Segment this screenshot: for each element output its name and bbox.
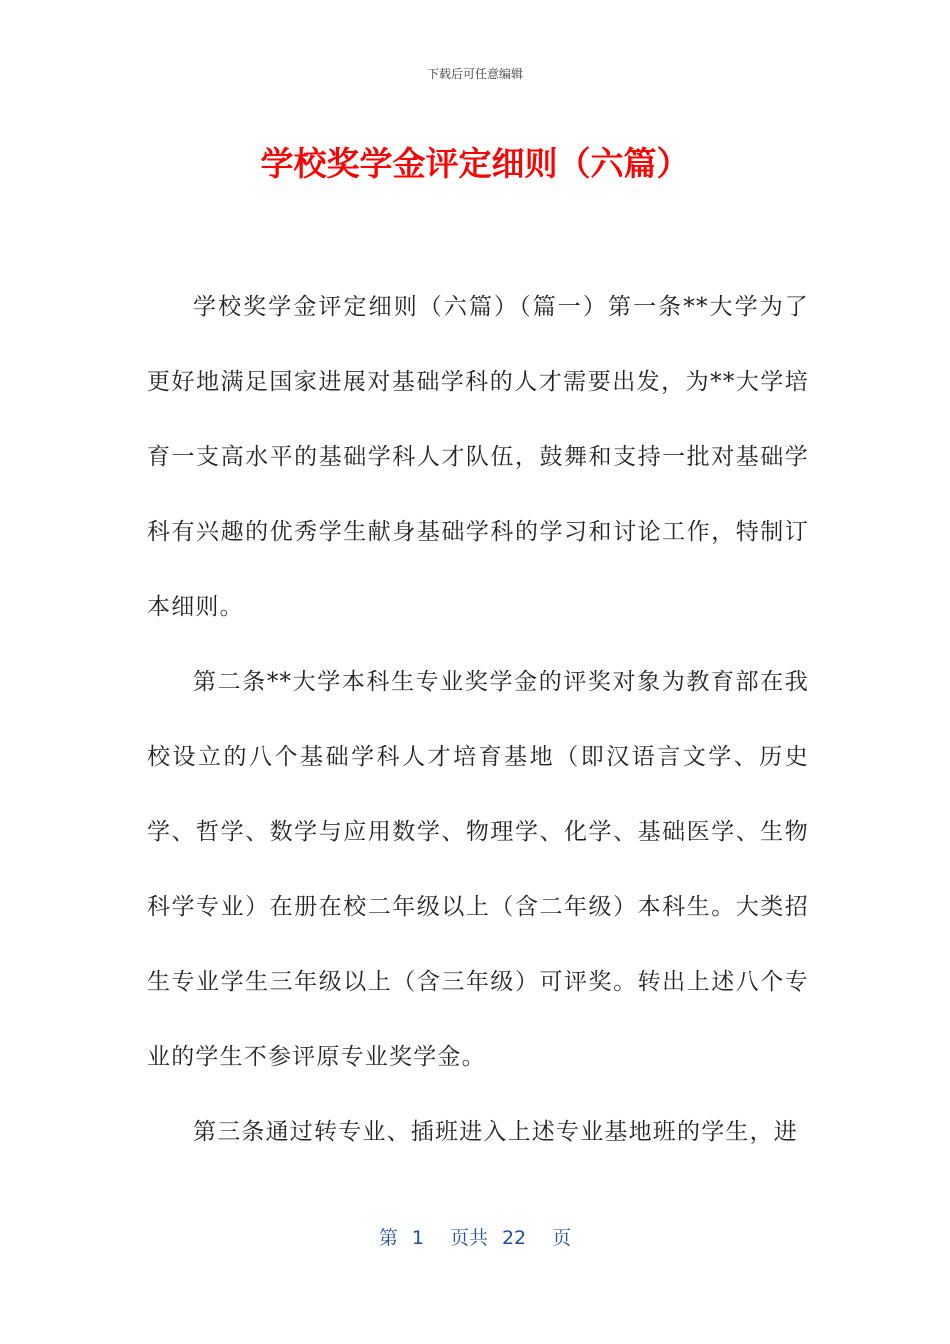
footer-page-number: 1 bbox=[411, 1227, 424, 1249]
paragraph-3: 第三条通过转专业、插班进入上述专业基地班的学生，进 bbox=[193, 1119, 798, 1145]
footer-page-prefix: 第 bbox=[378, 1227, 398, 1249]
paragraph-2: 第二条**大学本科生专业奖学金的评奖对象为教育部在我校设立的八个基础学科人才培育基地（即汉语言文学、历史学、哲学、数学与应用数学、物理学、化学、基础医学、生物科学专业）在册在校二年级以上（含二年级）本科生。大类招生专业学生三年级以上（含三年级）可评奖。转出上述八个专业的学生不参评原专业奖学金。 bbox=[147, 669, 809, 1070]
page-footer bbox=[0, 1224, 950, 1252]
paragraph-1: 学校奖学金评定细则（六篇）（篇一）第一条**大学为了更好地满足国家进展对基础学科的人才需要出发，为**大学培育一支高水平的基础学科人才队伍，鼓舞和支持一批对基础学科有兴趣的优秀学生献身基础学科的学习和讨论工作，特制订本细则。 bbox=[147, 294, 809, 620]
document-title: 学校奖学金评定细则（六篇） bbox=[260, 144, 690, 183]
document-body bbox=[147, 270, 809, 1170]
footer-page-suffix: 页 bbox=[552, 1227, 572, 1249]
footer-page-middle: 页共 bbox=[449, 1227, 488, 1249]
header-note: 下载后可任意编辑 bbox=[426, 67, 523, 81]
footer-total-pages: 22 bbox=[501, 1227, 527, 1249]
